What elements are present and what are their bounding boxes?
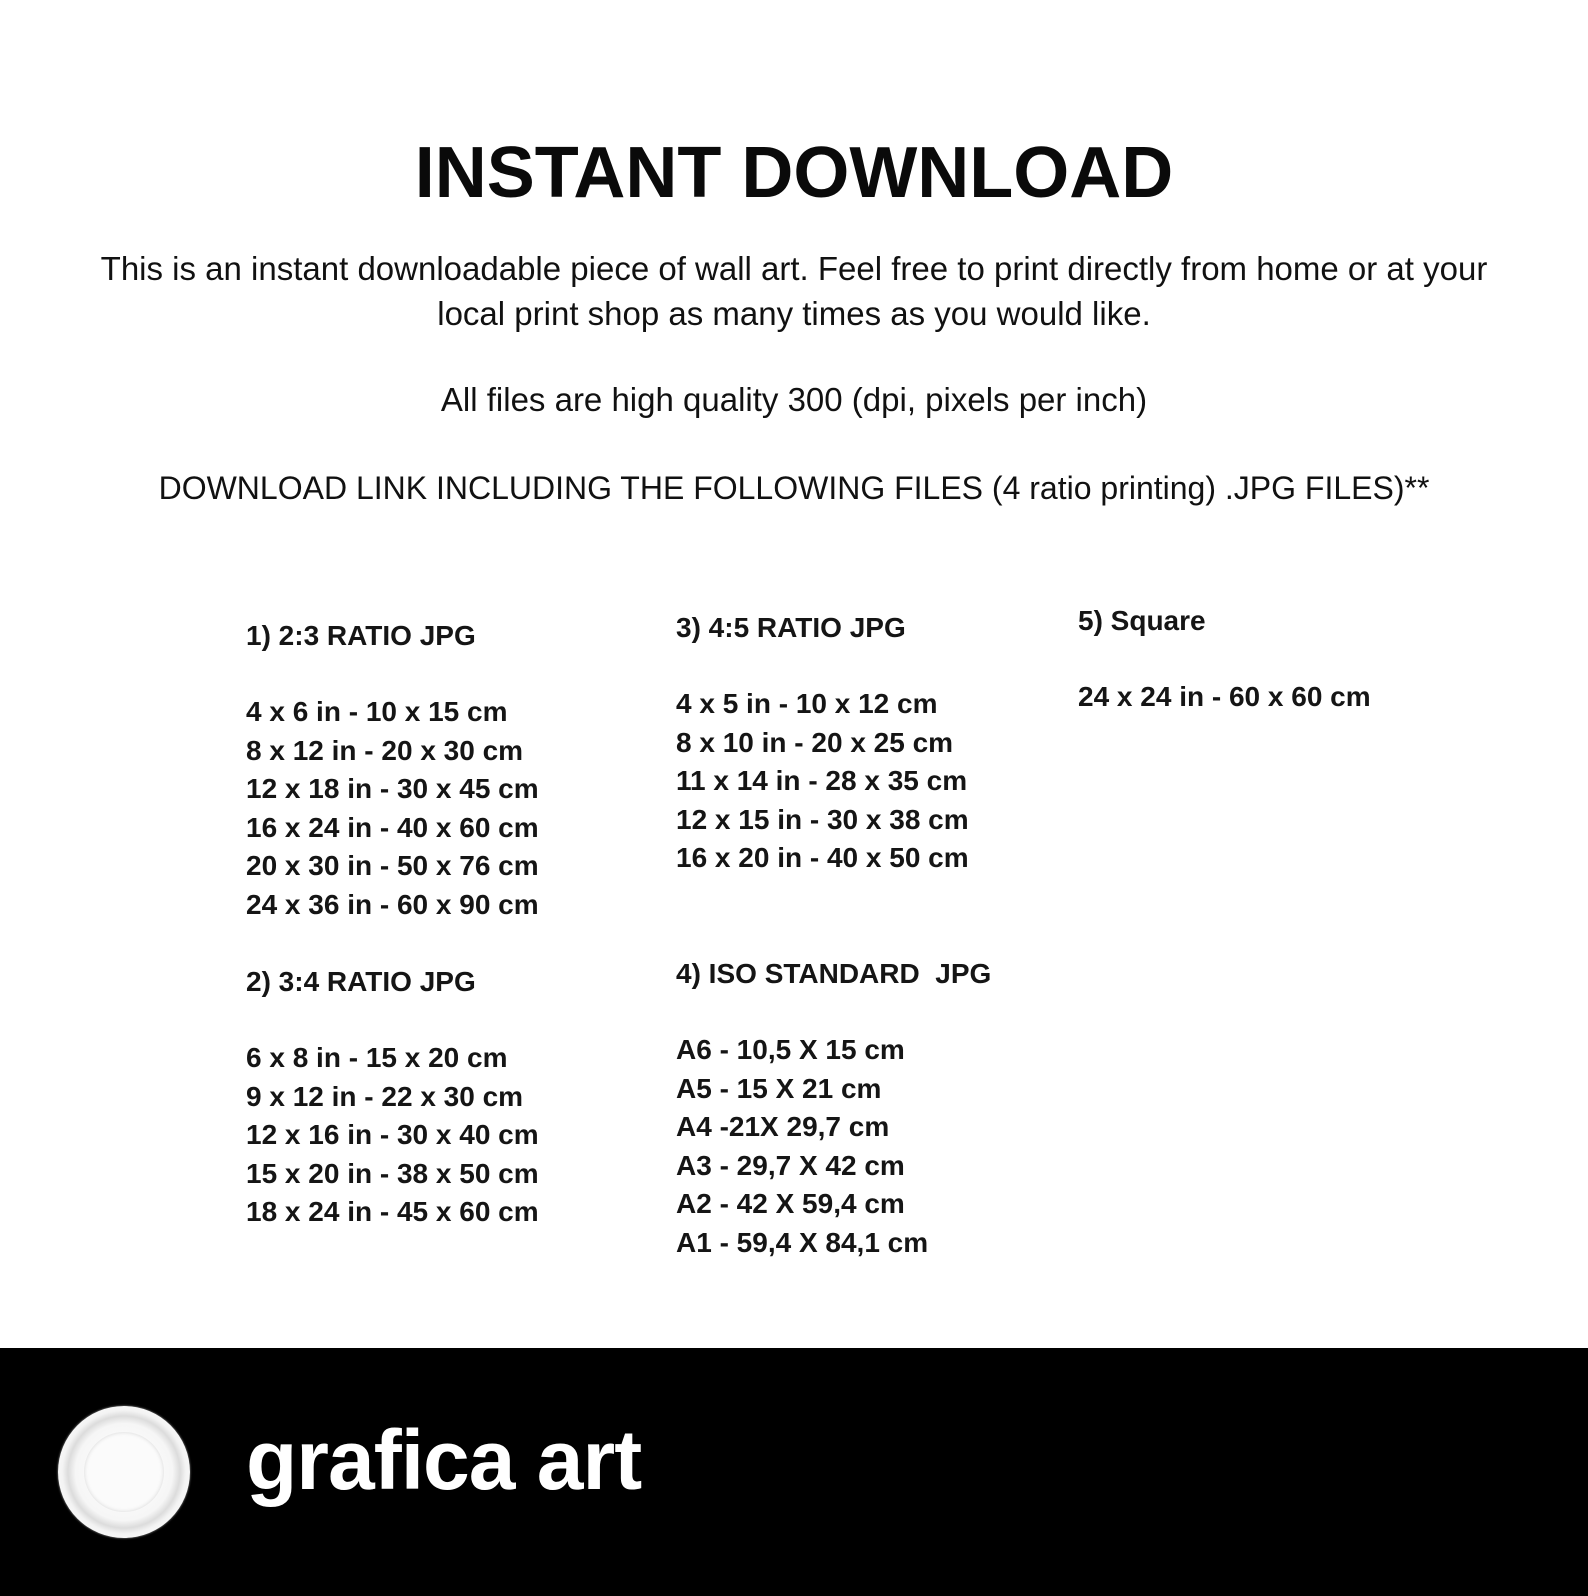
size-item: 4 x 5 in - 10 x 12 cm <box>676 688 938 719</box>
page-title: INSTANT DOWNLOAD <box>414 133 1174 213</box>
size-item: 15 x 20 in - 38 x 50 cm <box>246 1157 539 1189</box>
white-circle-logo-icon <box>58 1406 190 1538</box>
logo-inner-disc <box>84 1432 164 1512</box>
size-item: A1 - 59,4 X 84,1 cm <box>676 1226 929 1258</box>
size-item: 9 x 12 in - 22 x 30 cm <box>246 1080 524 1112</box>
size-item: 18 x 24 in - 45 x 60 cm <box>246 1196 539 1227</box>
intro-text: This is an instant downloadable piece of wall art. Feel free to print directly from home or at your local print shop as many times as you would like. <box>100 250 1488 332</box>
size-item: A4 -21X 29,7 cm <box>676 1111 890 1142</box>
ratio-group-3-4 <box>246 963 539 1232</box>
quality-note: All files are high quality 300 (dpi, pixels per inch) <box>440 381 1148 418</box>
size-item: 20 x 30 in - 50 x 76 cm <box>246 850 539 881</box>
size-list <box>246 693 539 924</box>
size-item: 4 x 6 in - 10 x 15 cm <box>246 696 508 727</box>
size-item: 12 x 15 in - 30 x 38 cm <box>676 803 969 835</box>
brand-name: grafica art <box>246 1413 642 1507</box>
square-group <box>1078 602 1371 717</box>
iso-standard-group <box>676 955 991 1262</box>
size-item: A6 - 10,5 X 15 cm <box>676 1034 905 1065</box>
group-heading: 3) 4:5 RATIO JPG <box>676 612 906 643</box>
ratio-group-2-3 <box>246 617 539 924</box>
size-item: 8 x 10 in - 20 x 25 cm <box>676 726 954 758</box>
group-heading: 1) 2:3 RATIO JPG <box>246 620 476 651</box>
size-list <box>1078 678 1371 717</box>
size-list <box>676 685 969 878</box>
download-link-description: DOWNLOAD LINK INCLUDING THE FOLLOWING FILES (4 ratio printing) .JPG FILES)** <box>158 470 1430 506</box>
size-item: 12 x 18 in - 30 x 45 cm <box>246 773 539 804</box>
size-item: A5 - 15 X 21 cm <box>676 1072 882 1104</box>
size-item: 24 x 24 in - 60 x 60 cm <box>1078 681 1371 712</box>
size-item: 16 x 24 in - 40 x 60 cm <box>246 811 539 843</box>
size-item: A2 - 42 X 59,4 cm <box>676 1188 905 1219</box>
size-item: 11 x 14 in - 28 x 35 cm <box>676 765 968 796</box>
size-list <box>676 1031 991 1262</box>
size-item: A3 - 29,7 X 42 cm <box>676 1149 905 1181</box>
group-heading: 2) 3:4 RATIO JPG <box>246 966 476 997</box>
size-item: 6 x 8 in - 15 x 20 cm <box>246 1042 508 1073</box>
size-item: 24 x 36 in - 60 x 90 cm <box>246 888 539 920</box>
size-item: 16 x 20 in - 40 x 50 cm <box>676 842 969 873</box>
group-heading: 5) Square <box>1078 605 1206 636</box>
size-item: 8 x 12 in - 20 x 30 cm <box>246 734 524 766</box>
size-list <box>246 1039 539 1232</box>
ratio-group-4-5 <box>676 609 969 878</box>
group-heading: 4) ISO STANDARD JPG <box>676 958 992 989</box>
footer-bar <box>0 1348 1588 1596</box>
size-item: 12 x 16 in - 30 x 40 cm <box>246 1119 539 1150</box>
